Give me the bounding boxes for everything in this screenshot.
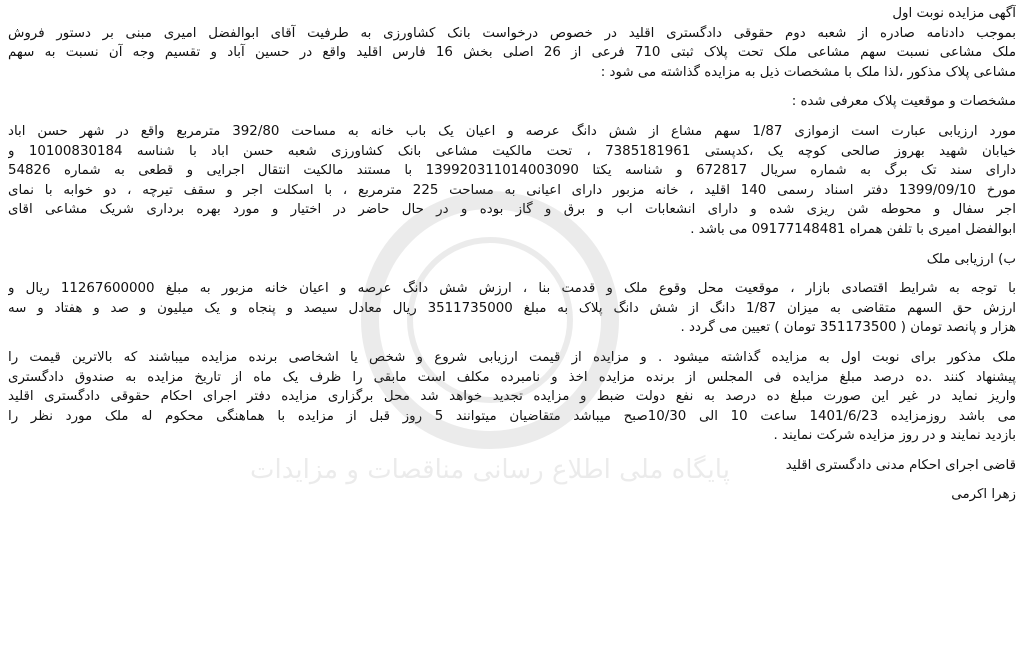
valuation-line-2: ارزش حق السهم متقاضی به میزان 1/87 دانگ از شش دانگ پلاک به مبلغ 3511735000 ریال معادل سیصد و پنجاه و یک میلیون و صد و هفتاد و سه [8,300,1016,316]
specs-line-3: دارای سند تک برگ به شماره سریال 672817 و شناسه یکتا 139920311014003090 با مستند مالکیت انتقال اجرایی و قطعی به شماره 54826 [8,163,1016,179]
valuation-heading: ب) ارزیابی ملک [926,251,1016,267]
valuation-line-1: با توجه به شرایط اقتصادی بازار ، موقعیت محل وقوع ملک و قدمت بنا ، ارزش شش دانگ عرصه و اعیان خانه مزبور به مبلغ 11267600000 ریال و [8,281,1016,297]
specs-line-1: مورد ارزیابی عبارت است ازموازی 1/87 سهم مشاع از شش دانگ عرصه و اعیان یک باب خانه به مساحت 392/80 مترمربع واقع در شهر حسن اباد [8,123,1016,139]
intro-line-2: ملک مشاعی نسبت سهم مشاعی ملک تحت پلاک ثبتی 710 فرعی از 26 اصلی بخش 16 فارس اقلید واقع در حسین آباد و تقسیم وجه آن نسبت به سهم [8,45,1016,61]
terms-line-5: بازدید نمایند و در روز مزایده شرکت نمایند . [773,428,1016,444]
specs-heading: مشخصات و موقعیت پلاک معرفی شده : [791,94,1016,110]
specs-line-2: خیابان شهید بهروز صالحی کوچه یک ،کدپستی 7385181961 ، تحت مالکیت مشاعی بانک کشاورزی شعبه حسن اباد با شناسه 10100830184 و [8,143,1016,159]
intro-line-3: مشاعی پلاک مذکور ،لذا ملک با مشخصات ذیل به مزایده گذاشته می شود : [600,64,1016,80]
signature-name: زهرا اکرمی [951,487,1016,503]
specs-line-6: ابوالفضل امیری با تلفن همراه 09177148481 می باشد . [690,221,1016,237]
intro-line-1: بموجب دادنامه صادره از شعبه دوم حقوقی دادگستری اقلید در خصوص درخواست بانک کشاورزی به طرفیت آقای ابوالفضل امیری مبنی بر دستور فروش [8,25,1016,41]
notice-title: آگهی مزایده نوبت اول [892,6,1016,21]
watermark-text: پایگاه ملی اطلاع رسانی مناقصات و مزایدات [250,455,730,485]
specs-line-4: مورخ 1399/09/10 دفتر اسناد رسمی 140 اقلید ، خانه مزبور دارای اعیانی به مساحت 225 مترمربع ، با اسکلت اجر و سقف تیرچه ، دو خوابه با نمای [8,182,1016,198]
terms-line-4: می باشد روزمزایده 1401/6/23 ساعت 10 الی 10/30صبح میباشد متقاضیان میتوانند 5 روز قبل از مزایده با هماهنگی محکوم له ملک مورد نظر را [8,408,1016,424]
terms-line-2: پیشنهاد کنند .ده درصد مبلغ مزایده فی المجلس از برنده مزایده اخذ و نامبرده مکلف است مابقی را ظرف یک ماه از تاریخ مزایده به صندوق دادگستری [8,369,1016,385]
auction-notice [8,4,1016,648]
signature-title: قاضی اجرای احکام مدنی دادگستری اقلید [785,457,1016,473]
terms-line-3: واریز نماید در غیر این صورت مبلغ ده درصد به نفع دولت ضبط و مزایده تجدید خواهد شد محل برگزاری مزایده دفتر اجرای احکام حقوقی دادگستری اقلید [8,389,1016,405]
terms-line-1: ملک مذکور برای نوبت اول به مزایده گذاشته میشود . و مزایده از قیمت ارزیابی شروع و شخص یا اشخاصی برنده مزایده میباشند که بالاترین قیمت را [8,349,1016,365]
valuation-line-3: هزار و پانصد تومان ( 351173500 تومان ) تعیین می گردد . [680,320,1016,336]
specs-line-5: اجر سفال و محوطه شن ریزی شده و دارای انشعابات اب و برق و گاز بوده و در حال حاضر در اختیار و مورد بهره برداری شریک مشاعی اقای [8,202,1016,218]
